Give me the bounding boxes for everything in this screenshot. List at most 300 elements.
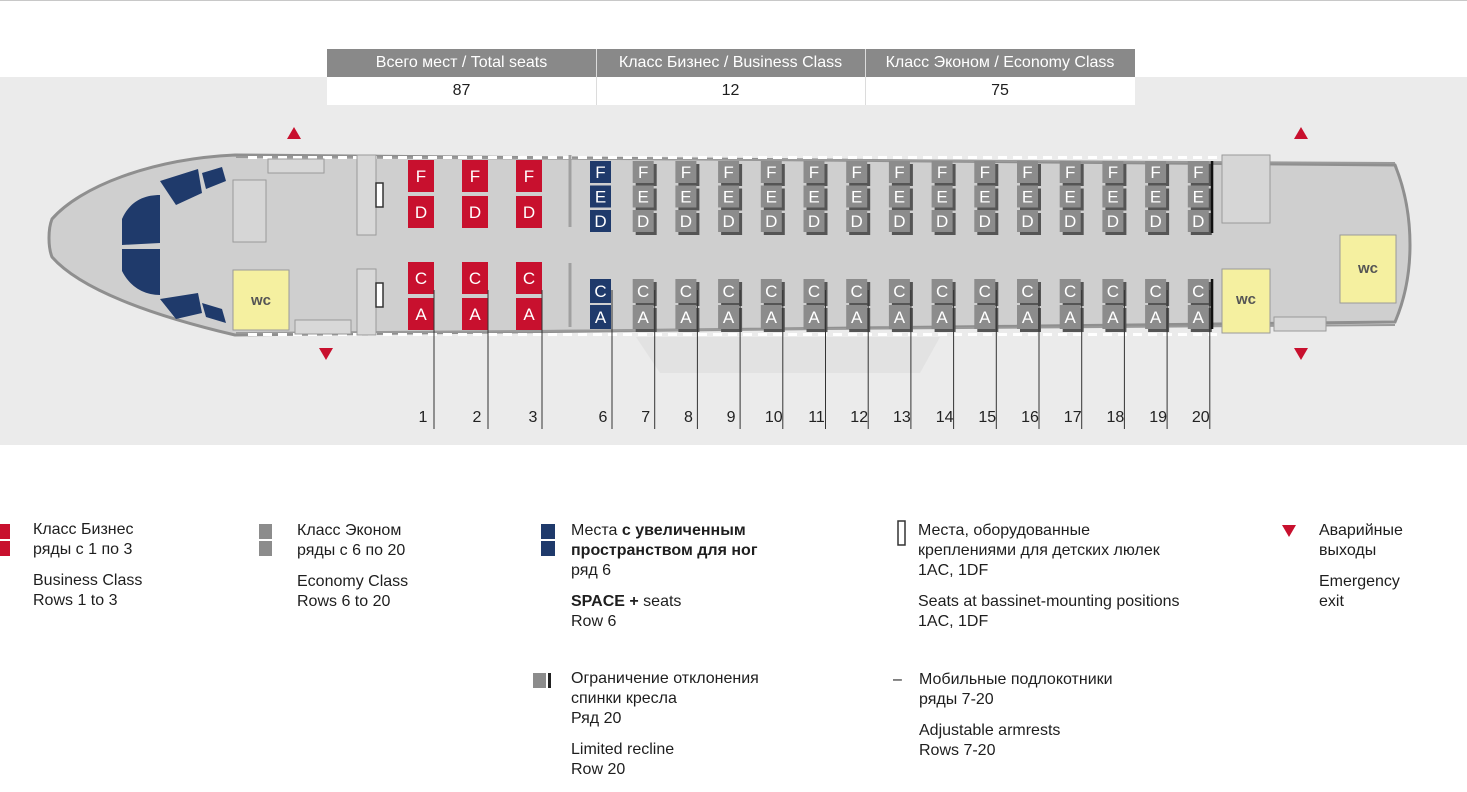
seat-letter: F <box>1107 163 1119 182</box>
window <box>278 333 287 336</box>
window <box>428 333 437 336</box>
seat-letter: D <box>1106 212 1120 231</box>
seat-letter: F <box>638 163 649 182</box>
space-plus-swatch-icon <box>540 523 556 557</box>
seat-19C[interactable] <box>1145 279 1169 306</box>
legend-business-title-en: Business Class <box>33 572 143 589</box>
seat-letter: A <box>808 308 820 327</box>
window <box>473 333 482 336</box>
seat-18F[interactable] <box>1102 161 1126 186</box>
seat-letter: F <box>1193 163 1204 182</box>
seat-15D[interactable] <box>974 210 998 235</box>
window <box>998 333 1007 336</box>
legend-exit-title-ru: Аварийные <box>1319 522 1403 539</box>
seat-14D[interactable] <box>932 210 956 235</box>
seat-17C[interactable] <box>1060 279 1084 306</box>
seat-letter: E <box>1107 187 1119 207</box>
seat-letter: D <box>1021 212 1034 231</box>
seat-letter: D <box>522 203 536 222</box>
seat-letter: D <box>765 212 778 231</box>
seat-3F[interactable] <box>516 160 542 192</box>
seat-16A[interactable] <box>1017 305 1041 332</box>
window <box>698 333 707 336</box>
seat-14F[interactable] <box>932 161 956 186</box>
window <box>863 156 872 159</box>
window <box>833 333 842 336</box>
seat-20D[interactable] <box>1188 210 1212 235</box>
legend-economy-title-ru: Класс Эконом <box>297 522 402 539</box>
window <box>923 333 932 336</box>
armrest-dash-icon: – <box>893 671 902 688</box>
seat-16E[interactable] <box>1017 186 1041 211</box>
legend-bassinet-seats-ru: 1AC, 1DF <box>918 562 989 579</box>
seat-1F[interactable] <box>408 160 434 192</box>
seat-letter: C <box>1192 282 1205 301</box>
seat-letter: D <box>893 212 906 231</box>
seat-letter: E <box>808 187 820 207</box>
window <box>548 156 557 159</box>
window <box>398 156 407 159</box>
window <box>908 156 917 159</box>
seat-9F[interactable] <box>718 161 742 186</box>
legend-exit-title-ru2: выходы <box>1319 542 1377 559</box>
seat-9A[interactable] <box>718 305 742 332</box>
seat-16C[interactable] <box>1017 279 1041 306</box>
seat-2D[interactable] <box>462 196 488 228</box>
window <box>953 156 962 159</box>
seat-letter: E <box>765 187 777 207</box>
seat-letter: C <box>807 282 821 301</box>
legend-recline <box>571 669 759 780</box>
row-number: 7 <box>641 409 651 426</box>
front-galley <box>233 180 266 242</box>
legend-business-title-ru: Класс Бизнес <box>33 521 134 538</box>
seat-14E[interactable] <box>932 186 956 211</box>
window <box>683 156 692 159</box>
seat-18C[interactable] <box>1102 279 1126 306</box>
seat-20E[interactable] <box>1188 186 1212 211</box>
window <box>773 333 782 336</box>
seat-12E[interactable] <box>846 186 870 211</box>
seat-7A[interactable] <box>633 305 657 332</box>
seat-7F[interactable] <box>633 161 657 186</box>
seat-3D[interactable] <box>516 196 542 228</box>
seat-letter: C <box>522 269 536 288</box>
seat-letter: A <box>415 305 427 324</box>
seat-13C[interactable] <box>889 279 913 306</box>
seat-letter: E <box>722 187 735 207</box>
seat-letter: F <box>808 163 820 182</box>
seat-letter: F <box>523 167 535 186</box>
seat-letter: F <box>1022 163 1033 182</box>
seat-letter: D <box>1064 212 1077 231</box>
window <box>698 156 707 159</box>
legend-space-plus <box>571 521 757 632</box>
window <box>968 333 977 336</box>
window <box>383 156 392 159</box>
legend-business-rows-ru: ряды с 1 по 3 <box>33 541 133 558</box>
seat-letter: F <box>1150 163 1161 182</box>
window <box>1118 156 1127 159</box>
legend-exit-title-en: Emergency <box>1319 573 1400 590</box>
seat-letter: D <box>1149 212 1162 231</box>
window <box>743 333 752 336</box>
seat-18E[interactable] <box>1102 186 1126 211</box>
seat-10C[interactable] <box>761 279 785 306</box>
seat-6A[interactable] <box>590 305 611 329</box>
seat-11D[interactable] <box>804 210 828 235</box>
legend-recline-title-ru: Ограничение отклонения <box>571 670 759 687</box>
window <box>563 333 572 336</box>
seat-6C[interactable] <box>590 279 611 303</box>
window <box>743 156 752 159</box>
seat-letter: C <box>722 282 735 301</box>
front-wc-label: wc <box>250 292 272 309</box>
stats-value-economy: 75 <box>991 82 1009 99</box>
seat-20A[interactable] <box>1188 305 1212 332</box>
window <box>1088 156 1097 159</box>
bassinet-mount-icon <box>376 283 383 307</box>
seat-2A[interactable] <box>462 298 488 330</box>
window <box>623 333 632 336</box>
row-number: 19 <box>1149 409 1167 426</box>
bassinet-legend-icon <box>896 520 908 548</box>
seat-13F[interactable] <box>889 161 913 186</box>
seat-17E[interactable] <box>1060 186 1084 211</box>
window <box>878 156 887 159</box>
seat-letter: E <box>1192 187 1204 207</box>
legend-recline-title-ru2: спинки кресла <box>571 690 677 707</box>
window <box>548 333 557 336</box>
seat-letter: A <box>936 308 948 327</box>
seat-letter: E <box>979 187 991 207</box>
seat-8C[interactable] <box>675 279 699 306</box>
bulkhead-left <box>357 155 376 235</box>
window <box>533 156 542 159</box>
seat-14C[interactable] <box>932 279 956 306</box>
seat-letter: E <box>936 187 948 207</box>
seat-3A[interactable] <box>516 298 542 330</box>
seat-1A[interactable] <box>408 298 434 330</box>
window <box>1073 333 1082 336</box>
seat-12C[interactable] <box>846 279 870 306</box>
legend-recline-title-en: Limited recline <box>571 741 675 758</box>
window <box>878 333 887 336</box>
window <box>1148 156 1157 159</box>
seat-9E[interactable] <box>718 186 742 211</box>
seat-17D[interactable] <box>1060 210 1084 235</box>
seat-letter: A <box>765 308 777 327</box>
seat-letter: F <box>894 163 905 182</box>
window <box>668 333 677 336</box>
seat-16D[interactable] <box>1017 210 1041 235</box>
seat-letter: D <box>679 212 693 231</box>
window <box>413 333 422 336</box>
seat-letter: A <box>851 308 863 327</box>
seat-letter: E <box>680 187 692 207</box>
seat-letter: D <box>850 212 863 231</box>
seat-10E[interactable] <box>761 186 785 211</box>
row-number: 6 <box>598 409 608 426</box>
seat-8F[interactable] <box>675 161 699 186</box>
seat-letter: F <box>851 163 862 182</box>
seat-6E[interactable] <box>590 186 611 208</box>
window <box>443 156 452 159</box>
seat-letter: C <box>1106 282 1120 301</box>
window <box>398 333 407 336</box>
window <box>1013 333 1022 336</box>
seat-8D[interactable] <box>675 210 699 235</box>
window <box>1043 333 1052 336</box>
window <box>443 333 452 336</box>
aft-wc-label: wc <box>1357 260 1379 277</box>
stats-value-business: 12 <box>721 82 740 99</box>
seat-letter: F <box>595 163 606 182</box>
wing-shadow <box>636 337 940 373</box>
seat-letter: F <box>680 163 692 182</box>
window <box>503 156 512 159</box>
window <box>938 333 947 336</box>
seat-letter: A <box>637 308 649 327</box>
window <box>848 333 857 336</box>
seat-19F[interactable] <box>1145 161 1169 186</box>
seat-11F[interactable] <box>804 161 828 186</box>
legend-armrests-rows-en: Rows 7-20 <box>919 742 996 759</box>
row-number: 10 <box>764 409 783 426</box>
window <box>638 333 647 336</box>
window <box>803 333 812 336</box>
window <box>758 156 767 159</box>
legend-armrests-title-ru: Мобильные подлокотники <box>919 671 1113 688</box>
window <box>998 156 1007 159</box>
legend-space-row-en: Row 6 <box>571 613 617 630</box>
economy-class-swatch-icon <box>258 523 274 557</box>
seat-11C[interactable] <box>804 279 828 306</box>
window <box>263 333 272 336</box>
row-number: 16 <box>1021 409 1039 426</box>
seat-letter: E <box>893 187 906 207</box>
bulkhead-right <box>357 269 376 335</box>
seat-18D[interactable] <box>1102 210 1126 235</box>
seat-8A[interactable] <box>675 305 699 332</box>
row-number: 20 <box>1191 409 1210 426</box>
seat-letter: F <box>766 163 777 182</box>
seat-9C[interactable] <box>718 279 742 306</box>
legend-economy-rows-en: Rows 6 to 20 <box>297 593 391 610</box>
seat-letter: C <box>893 282 906 301</box>
window <box>938 156 947 159</box>
seat-6D[interactable] <box>590 210 611 232</box>
seat-17F[interactable] <box>1060 161 1084 186</box>
seat-10A[interactable] <box>761 305 785 332</box>
row-number: 18 <box>1106 409 1125 426</box>
window <box>1193 333 1202 336</box>
stats-header-row <box>327 49 1135 77</box>
seat-10D[interactable] <box>761 210 785 235</box>
seat-letter: D <box>978 212 991 231</box>
seat-letter: D <box>935 212 949 231</box>
seat-letter: E <box>851 187 863 207</box>
front-hatch-bottom <box>295 320 351 334</box>
window <box>1073 156 1082 159</box>
business-class-swatch-icon <box>0 523 12 557</box>
window <box>578 156 587 159</box>
legend-economy-title-en: Economy Class <box>297 573 409 590</box>
window <box>488 333 497 336</box>
seat-letter: A <box>1149 308 1162 327</box>
emergency-exit-arrow <box>1294 348 1308 360</box>
window <box>533 333 542 336</box>
window <box>968 156 977 159</box>
window <box>1028 333 1037 336</box>
row-number: 13 <box>893 409 911 426</box>
seat-2C[interactable] <box>462 262 488 294</box>
window <box>428 156 437 159</box>
seat-19E[interactable] <box>1145 186 1169 211</box>
seat-letter: F <box>469 167 481 186</box>
rear-wc-label: wc <box>1235 291 1257 308</box>
window <box>578 333 587 336</box>
legend-bassinet-title-ru2: креплениями для детских люлек <box>918 542 1160 559</box>
legend-bassinet-seats-en: 1AC, 1DF <box>918 613 989 630</box>
seat-15F[interactable] <box>974 161 998 186</box>
row-number: 15 <box>978 409 997 426</box>
window <box>413 156 422 159</box>
seat-7C[interactable] <box>633 279 657 306</box>
legend-space-bold2: пространством для ног <box>571 542 758 559</box>
seat-letter: C <box>594 282 607 301</box>
limited-recline-icon <box>533 672 553 690</box>
window <box>893 333 902 336</box>
window <box>683 333 692 336</box>
seat-letter: A <box>1064 308 1076 327</box>
window <box>458 156 467 159</box>
window <box>758 333 767 336</box>
seat-letter: C <box>935 282 949 301</box>
legend-armrests <box>919 670 1113 761</box>
seat-19A[interactable] <box>1145 305 1169 332</box>
window <box>848 156 857 159</box>
window <box>1088 333 1097 336</box>
window <box>1193 156 1202 159</box>
seat-letter: C <box>679 282 693 301</box>
seat-8E[interactable] <box>675 186 699 211</box>
seat-13A[interactable] <box>889 305 913 332</box>
window <box>668 156 677 159</box>
seat-letter: C <box>637 282 650 301</box>
seat-18A[interactable] <box>1102 305 1126 332</box>
seat-11E[interactable] <box>804 186 828 211</box>
window <box>518 156 527 159</box>
window <box>1133 156 1142 159</box>
limited-recline-bar <box>1211 161 1214 233</box>
window <box>818 156 827 159</box>
legend-bassinet <box>918 521 1179 632</box>
seat-letter: D <box>468 203 482 222</box>
seat-letter: D <box>414 203 428 222</box>
seat-letter: A <box>594 308 607 327</box>
seat-3C[interactable] <box>516 262 542 294</box>
seat-letter: C <box>468 269 482 288</box>
seat-12F[interactable] <box>846 161 870 186</box>
seat-1D[interactable] <box>408 196 434 228</box>
seat-7E[interactable] <box>633 186 657 211</box>
window <box>1028 156 1037 159</box>
seat-13D[interactable] <box>889 210 913 235</box>
seat-9D[interactable] <box>718 210 742 235</box>
row-number: 3 <box>528 409 538 426</box>
seat-letter: C <box>1021 282 1034 301</box>
seat-letter: D <box>722 212 735 231</box>
row-number: 12 <box>850 409 869 426</box>
seat-letter: C <box>414 269 428 288</box>
seat-20C[interactable] <box>1188 279 1212 306</box>
row-number: 8 <box>683 409 693 426</box>
seat-2F[interactable] <box>462 160 488 192</box>
seat-13E[interactable] <box>889 186 913 211</box>
window <box>1058 156 1067 159</box>
seat-17A[interactable] <box>1060 305 1084 332</box>
window <box>833 156 842 159</box>
seat-letter: E <box>637 187 649 207</box>
window <box>863 333 872 336</box>
seat-16F[interactable] <box>1017 161 1041 186</box>
aircraft-seat-map <box>0 77 1467 445</box>
top-divider <box>0 0 1467 1</box>
legend-bassinet-title-en: Seats at bassinet-mounting positions <box>918 593 1180 610</box>
stats-header-economy: Класс Эконом / Economy Class <box>885 54 1115 71</box>
seat-10F[interactable] <box>761 161 785 186</box>
seat-15C[interactable] <box>974 279 998 306</box>
legend-recline-row-ru: Ряд 20 <box>571 710 622 727</box>
window <box>638 156 647 159</box>
legend-space-en-bold: SPACE + <box>571 593 639 610</box>
row-number: 9 <box>726 409 736 426</box>
legend-exit-title-en2: exit <box>1319 593 1344 610</box>
seat-letter: F <box>1065 163 1076 182</box>
window <box>713 156 722 159</box>
window <box>488 156 497 159</box>
seat-20F[interactable] <box>1188 161 1212 186</box>
seat-letter: F <box>936 163 948 182</box>
seat-12A[interactable] <box>846 305 870 332</box>
seat-letter: A <box>1192 308 1204 327</box>
seat-letter: C <box>1064 282 1077 301</box>
seat-letter: E <box>594 187 607 207</box>
seat-11A[interactable] <box>804 305 828 332</box>
window <box>728 156 737 159</box>
seat-1C[interactable] <box>408 262 434 294</box>
seat-12D[interactable] <box>846 210 870 235</box>
window <box>383 333 392 336</box>
seat-7D[interactable] <box>633 210 657 235</box>
legend-bassinet-title-ru: Места, оборудованные <box>918 522 1091 539</box>
seat-19D[interactable] <box>1145 210 1169 235</box>
window <box>338 156 347 159</box>
window <box>248 333 257 336</box>
seat-15E[interactable] <box>974 186 998 211</box>
seat-letter: A <box>469 305 481 324</box>
seat-14A[interactable] <box>932 305 956 332</box>
window <box>593 156 602 159</box>
window <box>713 333 722 336</box>
legend-space-row-ru: ряд 6 <box>571 562 612 579</box>
seat-15A[interactable] <box>974 305 998 332</box>
window <box>983 333 992 336</box>
seat-6F[interactable] <box>590 161 611 183</box>
window <box>248 156 257 159</box>
seat-letter: F <box>979 163 990 182</box>
